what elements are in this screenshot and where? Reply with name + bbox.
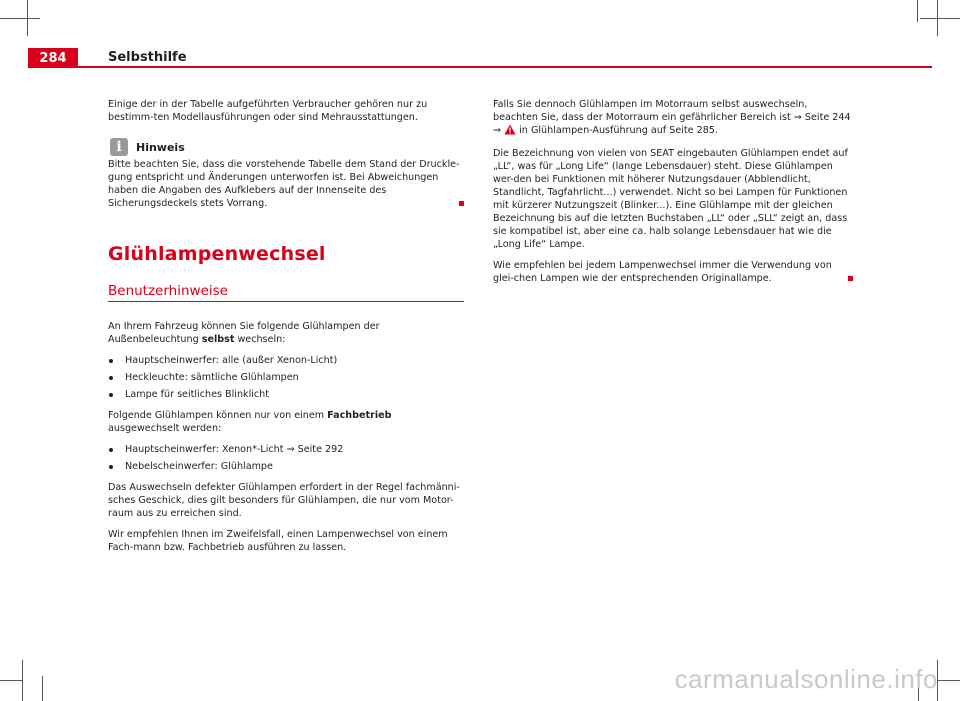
para-text: An Ihrem Fahrzeug können Sie folgende Glühlampen der Außenbeleuchtung [108, 321, 380, 345]
para-text: Folgende Glühlampen können nur von einem [108, 410, 328, 421]
bullet-list-self [108, 354, 464, 401]
crop-mark [42, 676, 43, 701]
bullet-list-workshop [108, 443, 464, 473]
list-item: Lampe für seitliches Blinklicht [108, 388, 464, 401]
paragraph-recommend: Wir empfehlen Ihnen im Zweifelsfall, einen Lampenwechsel von einem Fach-mann bzw. Fachbetrieb ausführen zu lassen. [108, 529, 448, 553]
subheading-rule [108, 301, 464, 302]
warning-triangle-icon [504, 124, 516, 139]
crop-mark [22, 660, 23, 701]
list-item: Heckleuchte: sämtliche Glühlampen [108, 371, 464, 384]
para-text: wechseln: [234, 334, 286, 345]
crop-mark [938, 680, 960, 681]
para-bold: Fachbetrieb [327, 410, 392, 421]
list-item: Hauptscheinwerfer: Xenon*-Licht ⇒ Seite 292 [108, 443, 464, 456]
crop-mark [0, 680, 22, 681]
header-rule [78, 66, 932, 68]
right-column [493, 98, 853, 293]
section-subheading: Benutzerhinweise [108, 283, 228, 299]
para-text: Falls Sie dennoch Glühlampen im Motorraum selbst auswechseln, beachten Sie, dass der Motorraum ein gefährlicher Bereich ist ⇒ Seite 244 ⇒ [493, 99, 851, 136]
para-text: in Glühlampen-Ausführung auf Seite 285. [516, 125, 718, 136]
note-text [108, 158, 464, 210]
para-text: Wie empfehlen bei jedem Lampenwechsel immer die Verwendung von glei-chen Lampen wie der entsprechenden Originallampe. [493, 260, 832, 284]
paragraph-same-lamps [493, 259, 853, 285]
para-bold: selbst [201, 334, 235, 345]
crop-mark [920, 18, 960, 19]
note-header [108, 138, 464, 156]
paragraph-longlife: Die Bezeichnung von vielen von SEAT eingebauten Glühlampen endet auf „LL“, was für „Long Life“ (lange Lebensdauer) steht. Diese Glühlampen wer-den bei Funktionen mit höherer Nutzungsdauer (Abblendlicht, Standlicht, Tagfahrlicht...) verwendet. Nicht so bei Lampen für Funktionen mit kürzerer Nutzungszeit (Blinker...). Eine Glühlampe mit der gleichen Bezeichnung bis auf die letzten Buchstaben „LL“ oder „SLL“ zeigt an, dass sie kompatibel ist, aber eine ca. halb solange Lebensdauer hat wie die „Long Life“ Lampe. [493, 148, 848, 250]
intro-paragraph: Einige der in der Tabelle aufgeführten Verbraucher gehören nur zu bestimm-ten Modellausführungen oder sind Mehrausstattungen. [108, 99, 428, 123]
watermark: carmanualsonline.info [674, 664, 938, 694]
page-number: 284 [28, 48, 78, 68]
paragraph-engine-bay [493, 98, 853, 139]
end-marker-icon [459, 201, 464, 206]
paragraph-workshop [108, 409, 464, 435]
note-text-content: Bitte beachten Sie, dass die vorstehende Tabelle dem Stand der Druckle-gung entspricht und Änderungen unterworfen ist. Bei Abweichungen haben die Angaben des Aufklebers auf der Innenseite des Sicherungsdeckels stets Vorrang. [108, 159, 460, 209]
para-text: ausgewechselt werden: [108, 423, 222, 434]
note-title: Hinweis [136, 140, 185, 154]
end-marker-icon [848, 276, 853, 281]
paragraph-self-replace [108, 320, 464, 346]
crop-mark [0, 18, 40, 19]
crop-mark [917, 0, 918, 22]
section-title: Selbsthilfe [108, 50, 187, 65]
list-item: Nebelscheinwerfer: Glühlampe [108, 460, 464, 473]
paragraph-skill: Das Auswechseln defekter Glühlampen erfordert in der Regel fachmänni-sches Geschick, dies gilt besonders für Glühlampen, die nur vom Motor-raum aus zu erreichen sind. [108, 482, 460, 519]
list-item: Hauptscheinwerfer: alle (außer Xenon-Licht) [108, 354, 464, 367]
chapter-heading: Glühlampenwechsel [108, 243, 326, 265]
left-column [108, 98, 464, 562]
info-icon: i [110, 138, 128, 156]
